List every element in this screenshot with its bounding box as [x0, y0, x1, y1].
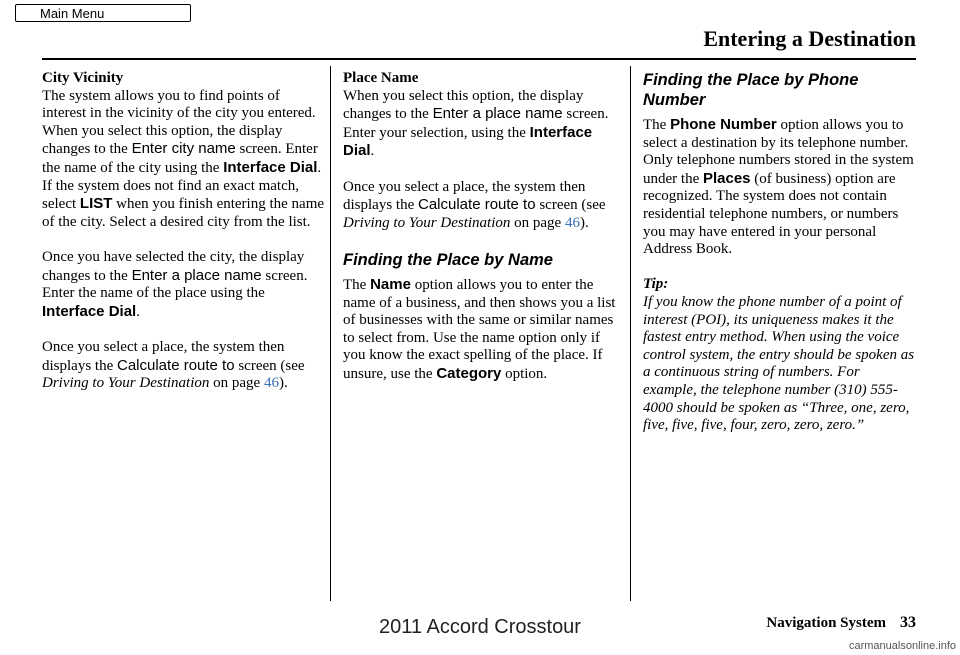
screen-name: Calculate route to [117, 356, 235, 374]
paragraph: The Phone Number option allows you to select a destination by its telephone number. Only telephone numbers stored in the system under the Places (of business) option are recognized. The system does not contain residential telephone numbers, or numbers you may have entered in your personal Address Book. [643, 116, 914, 258]
column-city-vicinity [42, 70, 326, 410]
page-link[interactable]: 46 [564, 214, 580, 231]
column-place-name [343, 70, 619, 401]
option-name: Phone Number [670, 116, 777, 133]
control-name: Interface Dial [343, 123, 593, 160]
column-place-by-phone [643, 70, 917, 452]
column-divider [330, 66, 331, 601]
tip-label: Tip: [643, 276, 669, 293]
footer-section-name: Navigation System [766, 615, 886, 631]
heading-place-name: Place Name [343, 70, 419, 86]
cross-reference: Driving to Your Destination [42, 375, 210, 392]
screen-name: Enter a place name [432, 105, 563, 123]
page-number: 33 [900, 614, 916, 631]
footer-model: 2011 Accord Crosstour [379, 616, 581, 638]
column-divider [630, 66, 631, 601]
screen-name: Calculate route to [418, 196, 536, 214]
paragraph: The system allows you to find points of interest in the vicinity of the city you entered. When you select this option, the display changes to the Enter city name screen. Enter the name of the city using the Interface Dial. If the system does not find an exact match, select LIST when you finish entering the name of the city. Select a desired city from the list. [42, 87, 325, 230]
control-name: Interface Dial [223, 158, 318, 176]
screen-name: Enter city name [131, 140, 236, 158]
subheading-place-by-name: Finding the Place by Name [343, 250, 553, 269]
watermark: carmanualsonline.info [848, 640, 956, 652]
control-name: Interface Dial [42, 302, 137, 320]
paragraph: The Name option allows you to enter the name of a business, and then shows you a list of businesses with the same or similar names to select from. Use the name option only if you know the exact spelling of the place. If unsure, use the Category option. [343, 275, 616, 382]
option-name: Name [370, 275, 411, 293]
heading-city-vicinity: City Vicinity [42, 70, 124, 86]
option-name: Places [702, 169, 751, 187]
subheading-place-by-phone: Finding the Place by Phone Number [643, 71, 859, 109]
tip-text: If you know the phone number of a point of interest (POI), its uniqueness makes it the fastest entry method. When using the voice control system, the entry should be spoken as a continuous string of numbers. For example, the telephone number (310) 555-4000 should be spoken as “Three, one, zero, five, five, five, four, zero, zero, zero.” [643, 293, 915, 434]
screen-name: Enter a place name [131, 266, 262, 284]
page-title: Entering a Destination [703, 26, 916, 51]
option-name: Category [436, 364, 502, 382]
paragraph: Once you select a place, the system then displays the Calculate route to screen (see Driving to Your Destination on page 46). [343, 178, 606, 231]
title-rule [42, 58, 916, 60]
paragraph: Once you have selected the city, the display changes to the Enter a place name screen. Enter the name of the place using the Interface Dial. [42, 248, 308, 320]
cross-reference: Driving to Your Destination [343, 214, 511, 231]
tip-box [643, 276, 917, 434]
control-name: LIST [79, 195, 113, 213]
paragraph: When you select this option, the display changes to the Enter a place name screen. Enter your selection, using the Interface Dial. [343, 87, 609, 160]
main-menu-button[interactable]: Main Menu [15, 4, 191, 22]
page-link[interactable]: 46 [263, 375, 279, 392]
paragraph: Once you select a place, the system then displays the Calculate route to screen (see Driving to Your Destination on page 46). [42, 338, 305, 392]
